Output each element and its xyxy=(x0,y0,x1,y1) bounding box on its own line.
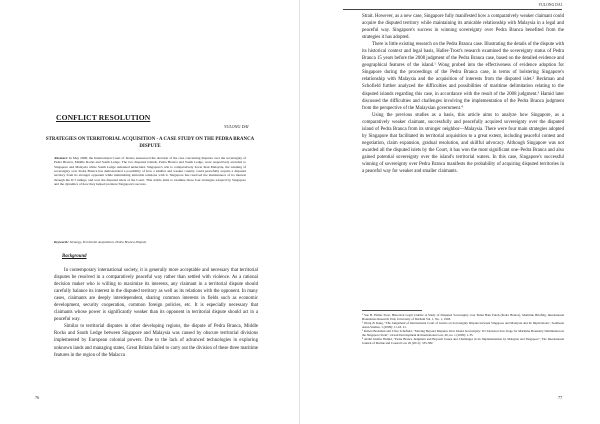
running-head: YULONG DAI xyxy=(538,3,562,7)
background-heading: Background xyxy=(62,254,87,259)
page-number-left: 76 xyxy=(35,395,40,400)
keywords-value: Strategy, Territorial Acquisition, Pedra Branca Dispute xyxy=(69,240,147,244)
article-title: STRATEGIES ON TERRITORIAL ACQUISITION - A CASE STUDY ON THE PEDRA BRANCA DISPUTE xyxy=(45,137,255,150)
footnote: ¹ Sue H. Haller-Trost, Historical Legal Claims: A Study of Disputed Sovereignty over Pulau Batu Puteh (Pedra Branca), Maritime Briefing, International Boundaries Research Unit, University of Durham Vol. 1, No. 1, 1993. xyxy=(362,313,564,322)
keywords xyxy=(54,240,246,244)
paragraph: In contemporary international society, it is generally more acceptable and necessary that territorial disputes be resolved in a comparatively peaceful way rather than settled with violence. As a rational decision maker who is willing to maximize its interests, any claimant in a territorial dispute should carefully balance its interest in the disputed territory as well as its relations with the opponent. In many cases, claimants are deeply interdependent, sharing common interests in fields such as economic development, security cooperation, common foreign policies, etc. It is especially necessary that claimants whose power is significantly weaker than its opponent in territorial dispute should act in a peaceful way. xyxy=(54,268,258,323)
abstract-label: Abstract: xyxy=(54,156,68,160)
keywords-label: Keywords: xyxy=(54,240,69,244)
footnotes xyxy=(362,313,564,345)
paragraph: There is little existing research on the Pedra Branca case. Illustrating the details of the dispute with its historical context and legal basis, Haller-Trost's research examined the sovereignty status of Pedra Branca 15 years before the 2008 judgment of the Pedra Branca case, based on the detailed evidence and geographical features of the island.¹ Wong probed into the effectiveness of evidence adoption for Singapore during the proceedings of the Pedra Branca case, in terms of bolstering Singapore's relationship with Malaysia and the acquisition of interests from the disputed islet.² Beckman and Schofield further analyzed the difficulties and possibilities of maritime delimitation relating to the disputed islands regarding this case, in accordance with the result of the 2008 judgment.³ Hamid later discussed the difficulties and challenges involving the implementation of the Pedra Branca judgment from the perspective of the Malaysian government.⁴ xyxy=(362,42,564,111)
abstract xyxy=(54,156,246,186)
body-text-left xyxy=(54,267,258,359)
footnote-rule xyxy=(362,310,422,311)
footnote: ² Wong Zi Kang, "The Judgement of International Court of Justice on Sovereignty Dispute between Singapore and Malaysia and Its Implications", Southeast Asian Studies, 1 (2009): 11-18, 21. xyxy=(362,321,564,330)
paragraph: Similar to territorial disputes in other developing regions, the dispute of Pedra Branca, Middle Rocks and South Ledge between Singapore and Malaysia was caused by obscure territorial divisions implemented by European colonial powers. Due to the lack of advanced technologies in exploring unknown lands and managing states, Great Britain failed to carry out the division of these three maritime features in the region of the Malacca xyxy=(54,324,258,358)
right-page xyxy=(300,0,600,424)
abstract-text: In May 2008, the International Court of Justice announced the decision of the case concerning disputes over the sovereignty of Pedra Branca, Middle Rocks and South Ledge. The two disputed islands, Pedra Branca and South Ledge, were respectively awarded to Singapore and Malaysia while South Ledge remained undecided. Singapore's win is comparatively lower than Malaysia, the winning of sovereignty over Pedra Branca has demonstrated a possibility of how a smaller and weaker country could peacefully acquire a disputed territory from its stronger opponent while maintaining amicable relations with it. Singapore has resolved the maintenance of its interest through the ICJ rulings, and won the disputed islets of the Court. This article aims to examine those four strategies adopted by Singapore and the dynamics of how they helped promote Singapore's success. xyxy=(54,156,247,187)
section-title: CONFLICT RESOLUTION xyxy=(56,113,151,122)
footnote: ⁴ Abdul Ghafur Hamid, "Pedra Branca Judgment and Beyond: Issues and Challenges in Its Implementation by Malaysia and Singapore", The International Journal of Marine and Coastal Law 26 (2011): 335-382. xyxy=(362,337,564,346)
header-rule xyxy=(343,9,562,10)
body-text-right xyxy=(362,13,564,175)
author-name: YULONG DAI xyxy=(224,124,249,129)
paragraph: Using the previous studies as a basis, this article aims to analyze how Singapore, as a comparatively weaker claimant, successfully and peacefully acquired sovereignty over the disputed island of Pedra Branca from its stronger neighbor—Malaysia. There were four main strategies adopted by Singapore that facilitated its territorial acquisition to a great extent, including peaceful contest and negotiation, claim expansion, gradual resolution, and skillful advocacy. Although Singapore was not awarded all the disputed islets by the Court, it has won the most significant one–Pedra Branca and also gained potential sovereignty over the island's territorial waters. In this case, Singapore's successful winning of sovereignty over Pedra Branca manifests the probability of acquiring disputed territories in a peaceful way for weaker and smaller claimants. xyxy=(362,112,564,175)
page-number-right: 77 xyxy=(558,395,563,400)
paragraph: Strait. However, as a new case, Singapore fully manifested how a comparatively weaker claimant could acquire the disputed territory while maintaining its amicable relationship with Malaysia in a legal and peaceful way. Singapore's success in winning sovereignty over Pedra Branca benefited from the strategies it has adopted. xyxy=(362,14,564,41)
footnote: ³ Robert Beckman and Clive Schofield, "Moving Beyond Disputes Over Island Sovereignty: ICJ Decision Sets Stage for Maritime Boundary Delimitation in the Singapore Strait", Ocean Development & International Law, 40, no. 1 (2009): 1-35. xyxy=(362,329,564,338)
